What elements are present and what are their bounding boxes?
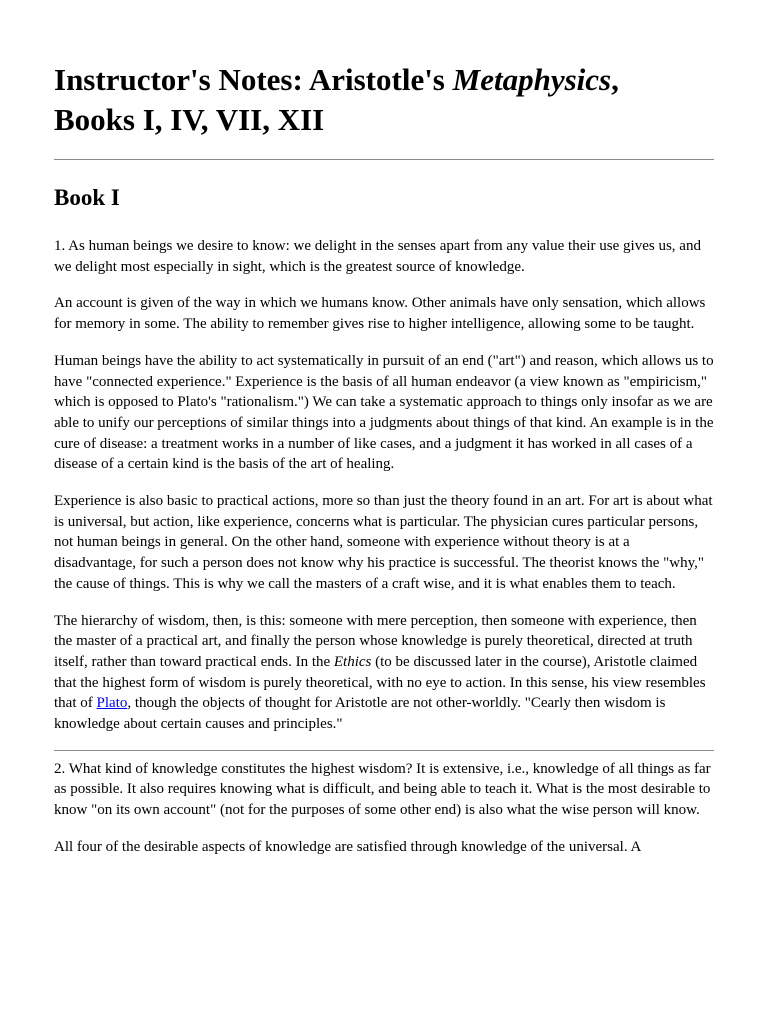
- paragraph-3: Human beings have the ability to act systematically in pursuit of an end ("art") and reason, which allows us to have "connected experience." Experience is the basis of all human endeavor (a view known as "empiricism," which is opposed to Plato's "rationalism.") We can take a systematic approach to things only insofar as we are able to unify our perceptions of similar things into a judgments about things of that kind. An example is in the cure of disease: a treatment works in a number of like cases, and a judgment it has worked in all cases of a disease of a certain kind is the basis of the art of healing.: [54, 352, 714, 473]
- title-italic: Metaphysics: [452, 62, 612, 97]
- paragraph-5-text-b: (to be discussed later in the course), Aristotle claimed that the highest form of wisdom is purely theoretical, with no eye to action. In this sense, his view resembles that of: [54, 653, 706, 712]
- page-title: [54, 60, 714, 140]
- section-divider: [54, 750, 714, 751]
- title-divider: [54, 159, 714, 160]
- section-heading: Book I: [54, 185, 120, 210]
- title-line2: Books I, IV, VII, XII: [54, 102, 325, 137]
- plato-link[interactable]: Plato: [96, 695, 128, 712]
- paragraph-5-text-c: , though the objects of thought for Aristotle are not other-worldly. "Cearly then wisdom is knowledge about certain causes and principles.": [54, 695, 666, 733]
- paragraph-6: 2. What kind of knowledge constitutes the highest wisdom? It is extensive, i.e., knowledge of all things as far as possible. It also requires knowing what is difficult, and being able to teach it. What is the most desirable to know "on its own account" (not for the purposes of some other end) is also what the wise person will know.: [54, 760, 711, 819]
- paragraph-1: 1. As human beings we desire to know: we delight in the senses apart from any value their use gives us, and we delight most especially in sight, which is the greatest source of knowledge.: [54, 238, 701, 275]
- paragraph-2: An account is given of the way in which we humans know. Other animals have only sensation, which allows for memory in some. The ability to remember gives rise to higher intelligence, allowing some to be taught.: [54, 295, 706, 333]
- title-prefix: Instructor's Notes: Aristotle's: [54, 62, 453, 97]
- ethics-italic: Ethics: [333, 653, 372, 670]
- title-suffix: ,: [611, 62, 619, 97]
- paragraph-5-text-a: The hierarchy of wisdom, then, is this: someone with mere perception, then someone with experience, then the master of a practical art, and finally the person whose knowledge is purely theoretical, directed at truth itself, rather than toward practical ends. In the: [54, 612, 697, 670]
- paragraph-7: All four of the desirable aspects of knowledge are satisfied through knowledge of the universal. A: [54, 838, 642, 855]
- paragraph-4: Experience is also basic to practical actions, more so than just the theory found in an art. For art is about what is universal, but action, like experience, concerns what is particular. The physician cures particular persons, not human beings in general. On the other hand, someone with experience without theory is at a disadvantage, for such a person does not know why his practice is successful. The theorist knows the "why," the cause of things. This is why we call the masters of a craft wise, and it is what enables them to teach.: [54, 493, 713, 592]
- paragraph-5: [54, 611, 714, 735]
